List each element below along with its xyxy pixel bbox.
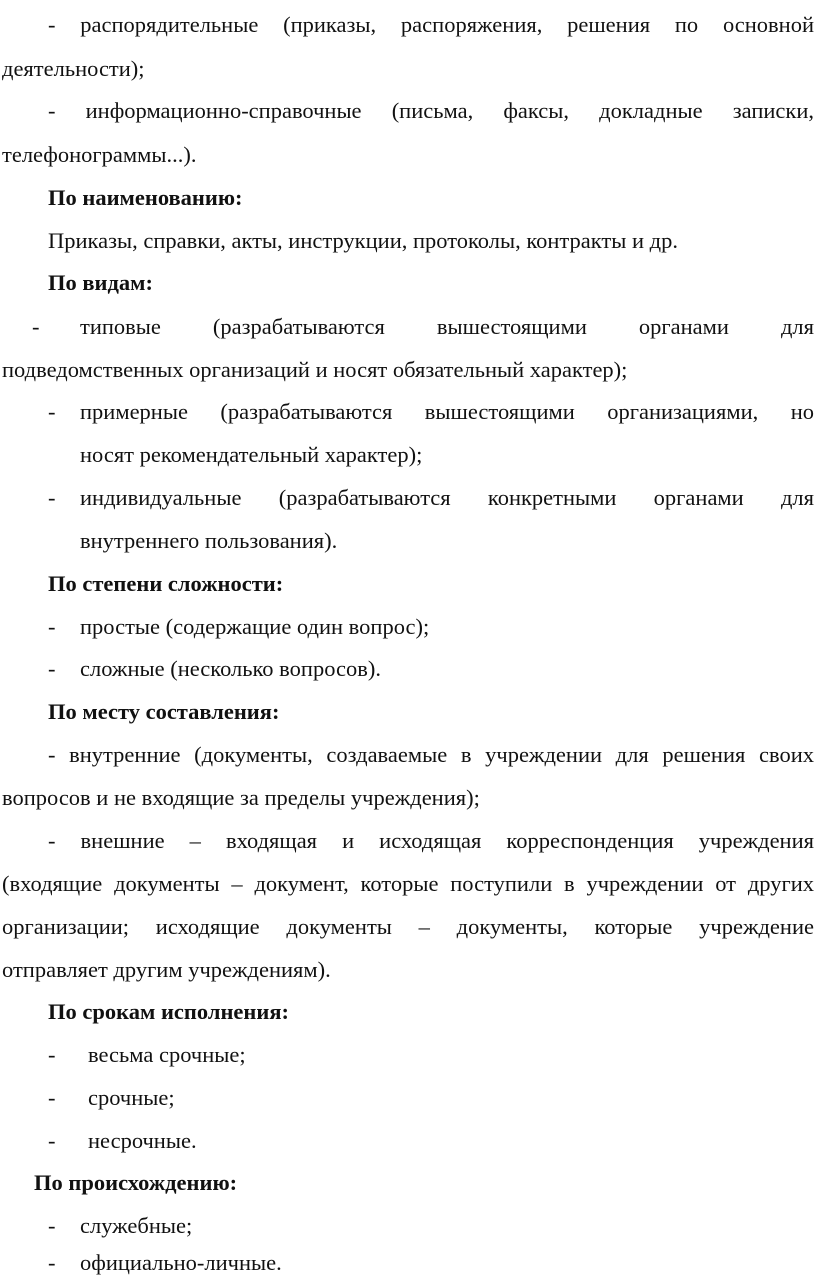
doc-line: (входящие документы – документ, которые поступили в учреждении от других	[2, 871, 814, 896]
list-item-text: внутреннего пользования).	[80, 528, 338, 553]
doc-line: Приказы, справки, акты, инструкции, протоколы, контракты и др.	[48, 228, 678, 253]
list-dash: -	[48, 485, 56, 510]
list-item	[0, 312, 816, 342]
list-item	[0, 654, 816, 684]
section-heading: По видам:	[48, 270, 153, 295]
list-item-text: примерные (разрабатываются вышестоящими организациями, но	[80, 399, 814, 424]
doc-line: телефонограммы...).	[2, 142, 197, 167]
list-item-text: носят рекомендательный характер);	[80, 442, 423, 467]
section-heading: По срокам исполнения:	[48, 999, 289, 1024]
list-item-text: подведомственных организаций и носят обязательный характер);	[2, 357, 628, 382]
list-item-text: индивидуальные (разрабатываются конкретными органами для	[80, 485, 814, 510]
list-dash: -	[48, 656, 56, 681]
list-item-text: сложные (несколько вопросов).	[80, 656, 381, 681]
list-item-text: весьма срочные;	[88, 1042, 246, 1067]
list-item-text: срочные;	[88, 1085, 175, 1110]
list-item-text: типовые (разрабатываются вышестоящими органами для	[80, 314, 814, 339]
list-item	[0, 612, 816, 642]
doc-line: организации; исходящие документы – документы, которые учреждение	[2, 914, 814, 939]
list-item-text: официально-личные.	[80, 1250, 282, 1275]
list-item	[0, 1211, 816, 1241]
list-item	[0, 1248, 816, 1278]
doc-line: - распорядительные (приказы, распоряжения, решения по основной	[48, 12, 814, 37]
list-item	[0, 397, 816, 427]
list-item	[0, 483, 816, 513]
section-heading: По степени сложности:	[48, 571, 284, 596]
list-dash: -	[48, 399, 56, 424]
doc-line: - внутренние (документы, создаваемые в учреждении для решения своих	[48, 742, 814, 767]
list-item-text: простые (содержащие один вопрос);	[80, 614, 430, 639]
list-dash: -	[48, 1128, 56, 1153]
list-item-text: несрочные.	[88, 1128, 197, 1153]
list-dash: -	[48, 1085, 56, 1110]
doc-line: отправляет другим учреждениям).	[2, 957, 331, 982]
list-dash: -	[48, 614, 56, 639]
list-item	[0, 1040, 816, 1070]
section-heading: По месту составления:	[48, 699, 280, 724]
list-dash: -	[48, 1213, 56, 1238]
list-dash: -	[48, 1042, 56, 1067]
list-item	[0, 1126, 816, 1156]
doc-line: - информационно-справочные (письма, факсы, докладные записки,	[48, 98, 814, 123]
list-dash: -	[32, 314, 40, 339]
list-item	[0, 1083, 816, 1113]
list-item-text: служебные;	[80, 1213, 193, 1238]
section-heading: По наименованию:	[48, 185, 243, 210]
doc-line: деятельности);	[2, 56, 145, 81]
doc-line: - внешние – входящая и исходящая корреспонденция учреждения	[48, 828, 814, 853]
list-dash: -	[48, 1250, 56, 1275]
section-heading: По происхождению:	[34, 1170, 238, 1195]
doc-line: вопросов и не входящие за пределы учреждения);	[2, 785, 480, 810]
